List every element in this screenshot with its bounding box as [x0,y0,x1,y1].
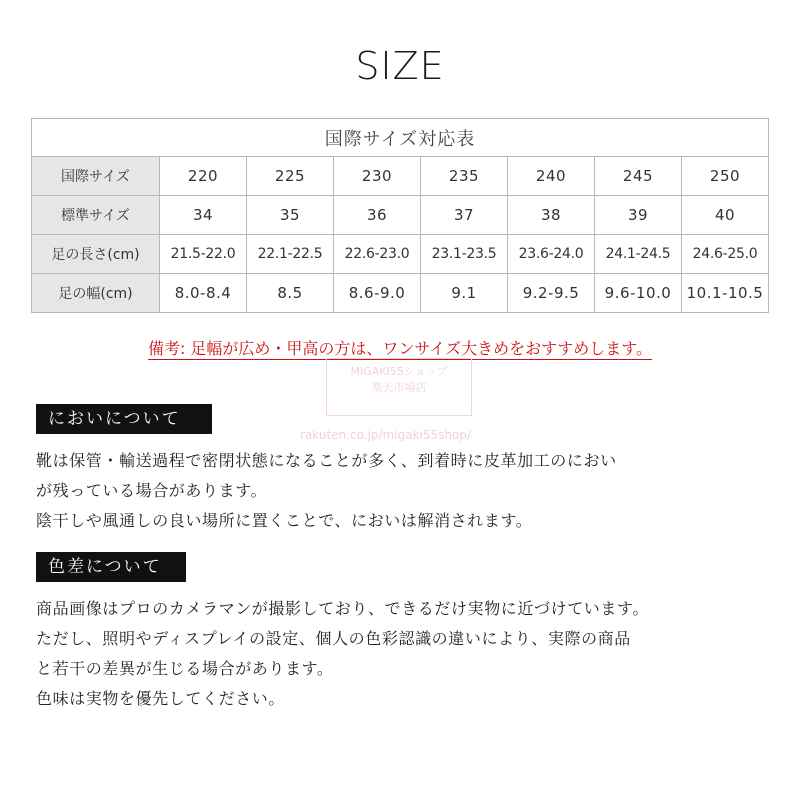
table-cell: 38 [508,196,595,235]
table-cell: 8.0-8.4 [160,274,247,313]
row-header: 足の幅(cm) [32,274,160,313]
row-header: 国際サイズ [32,157,160,196]
table-cell: 39 [595,196,682,235]
table-cell: 24.6-25.0 [682,235,769,274]
section-heading-odor: においについて [36,404,212,434]
table-cell: 9.1 [421,274,508,313]
table-cell: 21.5-22.0 [160,235,247,274]
remark-text: 備考: 足幅が広め・甲高の方は、ワンサイズ大きめをおすすめします。 [147,339,653,358]
watermark-store-label: 楽天市場店 [371,381,427,394]
watermark-url: rakuten.co.jp/migaki55shop/ [300,428,471,442]
section-body-odor [36,446,776,536]
size-table [31,118,769,313]
body-line: ただし、照明やディスプレイの設定、個人の色彩認識の違いにより、実際の商品 [36,629,631,648]
table-cell: 225 [247,157,334,196]
table-cell: 8.5 [247,274,334,313]
table-cell: 22.6-23.0 [334,235,421,274]
table-cell: 220 [160,157,247,196]
section-heading-color: 色差について [36,552,186,582]
table-cell: 40 [682,196,769,235]
body-line: 陰干しや風通しの良い場所に置くことで、においは解消されます。 [36,511,533,530]
table-cell: 35 [247,196,334,235]
table-cell: 235 [421,157,508,196]
table-row [32,274,769,313]
shop-watermark [326,358,472,416]
row-header: 足の長さ(cm) [32,235,160,274]
table-cell: 10.1-10.5 [682,274,769,313]
body-line: 靴は保管・輸送過程で密閉状態になることが多く、到着時に皮革加工のにおい [36,451,617,470]
table-cell: 8.6-9.0 [334,274,421,313]
table-cell: 245 [595,157,682,196]
table-caption: 国際サイズ対応表 [32,119,769,157]
table-cell: 9.2-9.5 [508,274,595,313]
section-body-color [36,594,776,714]
table-cell: 23.6-24.0 [508,235,595,274]
table-cell: 34 [160,196,247,235]
page-title: SIZE [355,44,445,88]
table-cell: 240 [508,157,595,196]
body-line: 商品画像はプロのカメラマンが撮影しており、できるだけ実物に近づけています。 [36,599,649,618]
table-row [32,196,769,235]
body-line: が残っている場合があります。 [36,481,268,500]
table-cell: 230 [334,157,421,196]
table-cell: 9.6-10.0 [595,274,682,313]
table-caption-row [32,119,769,157]
body-line: 色味は実物を優先してください。 [36,689,286,708]
table-cell: 23.1-23.5 [421,235,508,274]
table-row [32,157,769,196]
table-cell: 250 [682,157,769,196]
table-cell: 24.1-24.5 [595,235,682,274]
table-cell: 36 [334,196,421,235]
body-line: と若干の差異が生じる場合があります。 [36,659,334,678]
row-header: 標準サイズ [32,196,160,235]
table-cell: 22.1-22.5 [247,235,334,274]
watermark-shop-name: MIGAKI55ショップ [350,365,448,378]
remark-note [0,336,800,359]
table-row [32,235,769,274]
table-cell: 37 [421,196,508,235]
